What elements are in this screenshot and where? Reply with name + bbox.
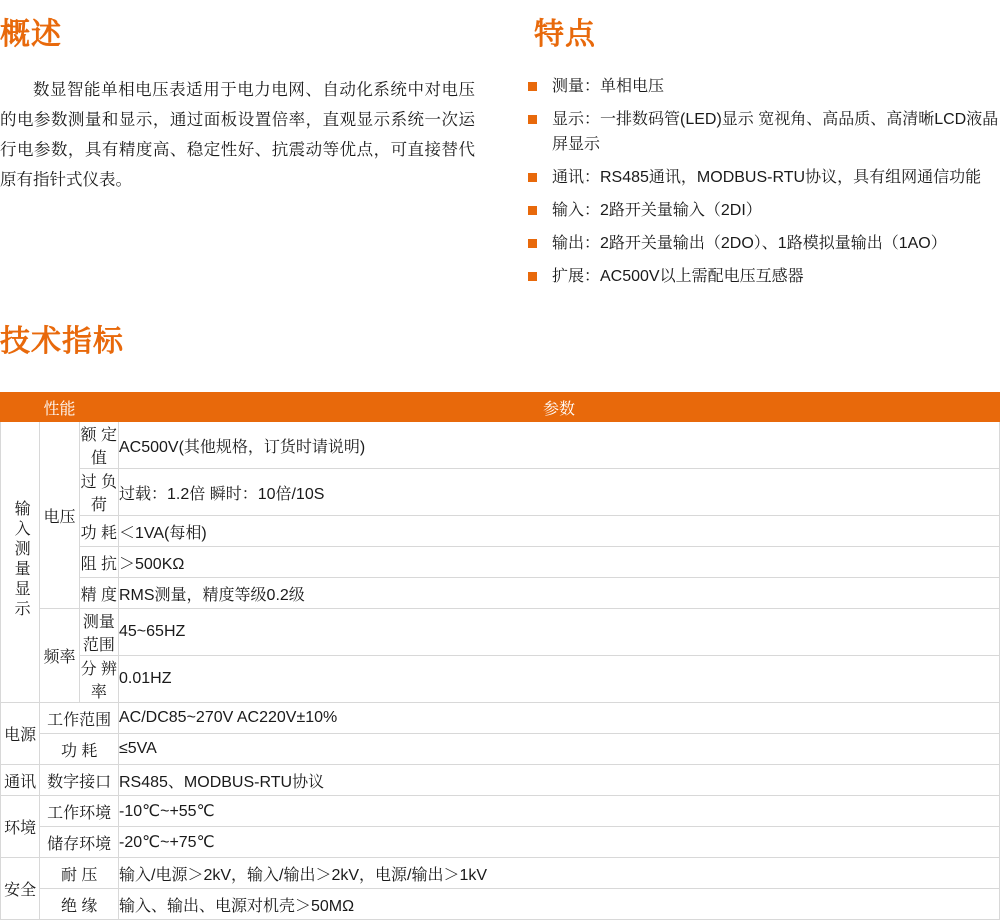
list-item xyxy=(528,74,1000,99)
item-cell: 分 辨 率 xyxy=(79,656,118,703)
item-cell: 过 负 荷 xyxy=(79,469,118,516)
column-header-performance: 性能 xyxy=(1,393,119,422)
group-cell-safety: 安全 xyxy=(1,858,40,920)
value-cell: 输入/电源＞2kV，输入/输出＞2kV，电源/输出＞1kV xyxy=(119,858,1000,889)
list-item xyxy=(528,198,1000,223)
value-cell: RMS测量，精度等级0.2级 xyxy=(119,578,1000,609)
features-list xyxy=(528,74,1000,297)
table-row xyxy=(1,469,1000,516)
item-cell: 精 度 xyxy=(79,578,118,609)
list-item-label: 显示：一排数码管(LED)显示 宽视角、高品质、高清晰LCD液晶屏显示 xyxy=(552,111,999,153)
table-row xyxy=(1,547,1000,578)
value-cell: -20℃~+75℃ xyxy=(119,827,1000,858)
table-row xyxy=(1,796,1000,827)
item-cell: 绝 缘 xyxy=(40,889,119,920)
table-row xyxy=(1,609,1000,656)
item-cell: 工作环境 xyxy=(40,796,119,827)
square-bullet-icon xyxy=(528,206,537,215)
item-cell: 测量范围 xyxy=(79,609,118,656)
group-label-input: 输入测量显示 xyxy=(12,499,30,620)
table-header-row xyxy=(1,393,1000,422)
item-cell: 额 定 值 xyxy=(79,422,118,469)
square-bullet-icon xyxy=(528,82,537,91)
table-row xyxy=(1,578,1000,609)
value-cell: 输入、输出、电源对机壳＞50MΩ xyxy=(119,889,1000,920)
item-cell: 功 耗 xyxy=(40,734,119,765)
item-cell: 阻 抗 xyxy=(79,547,118,578)
table-row xyxy=(1,889,1000,920)
table-row xyxy=(1,422,1000,469)
value-cell: 45~65HZ xyxy=(119,609,1000,656)
overview-paragraph: 数显智能单相电压表适用于电力电网、自动化系统中对电压的电参数测量和显示，通过面板设置倍率，直观显示系统一次运行电参数，具有精度高、稳定性好、抗震动等优点，可直接替代原有指针式仪表。 xyxy=(0,81,475,189)
table-row xyxy=(1,858,1000,889)
item-cell: 储存环境 xyxy=(40,827,119,858)
value-cell: AC500V(其他规格，订货时请说明) xyxy=(119,422,1000,469)
table-header xyxy=(1,393,1000,422)
column-header-parameter: 参数 xyxy=(119,393,1000,422)
list-item-label: 输入：2路开关量输入（2DI） xyxy=(552,202,762,219)
square-bullet-icon xyxy=(528,115,537,124)
table-row xyxy=(1,765,1000,796)
specs-heading: 技术指标 xyxy=(0,325,124,358)
list-item xyxy=(528,231,1000,256)
list-item xyxy=(528,107,1000,157)
square-bullet-icon xyxy=(528,272,537,281)
list-item-label: 通讯：RS485通讯，MODBUS-RTU协议，具有组网通信功能 xyxy=(552,169,982,186)
subgroup-cell-voltage: 电压 xyxy=(40,422,79,609)
group-cell-input xyxy=(1,422,40,703)
item-cell: 数字接口 xyxy=(40,765,119,796)
group-cell-power: 电源 xyxy=(1,703,40,765)
table-row xyxy=(1,656,1000,703)
table-row xyxy=(1,734,1000,765)
list-item xyxy=(528,264,1000,289)
value-cell: 0.01HZ xyxy=(119,656,1000,703)
list-item-label: 测量：单相电压 xyxy=(552,78,665,95)
features-heading: 特点 xyxy=(534,18,596,51)
table-body xyxy=(1,422,1000,920)
square-bullet-icon xyxy=(528,173,537,182)
value-cell: 过载：1.2倍 瞬时：10倍/10S xyxy=(119,469,1000,516)
item-cell: 耐 压 xyxy=(40,858,119,889)
specifications-table xyxy=(0,392,1000,920)
item-cell: 功 耗 xyxy=(79,516,118,547)
value-cell: ＞500KΩ xyxy=(119,547,1000,578)
value-cell: -10℃~+55℃ xyxy=(119,796,1000,827)
list-item xyxy=(528,165,1000,190)
list-item-label: 扩展：AC500V以上需配电压互感器 xyxy=(552,268,804,285)
overview-heading: 概述 xyxy=(0,18,62,51)
subgroup-cell-frequency: 频率 xyxy=(40,609,79,703)
table-row xyxy=(1,516,1000,547)
list-item-label: 输出：2路开关量输出（2DO）、1路模拟量输出（1AO） xyxy=(552,235,947,252)
table-row xyxy=(1,827,1000,858)
table-row xyxy=(1,703,1000,734)
value-cell: AC/DC85~270V AC220V±10% xyxy=(119,703,1000,734)
group-cell-environment: 环境 xyxy=(1,796,40,858)
square-bullet-icon xyxy=(528,239,537,248)
value-cell: RS485、MODBUS-RTU协议 xyxy=(119,765,1000,796)
value-cell: ≤5VA xyxy=(119,734,1000,765)
item-cell: 工作范围 xyxy=(40,703,119,734)
value-cell: ＜1VA(每相) xyxy=(119,516,1000,547)
group-cell-comm: 通讯 xyxy=(1,765,40,796)
